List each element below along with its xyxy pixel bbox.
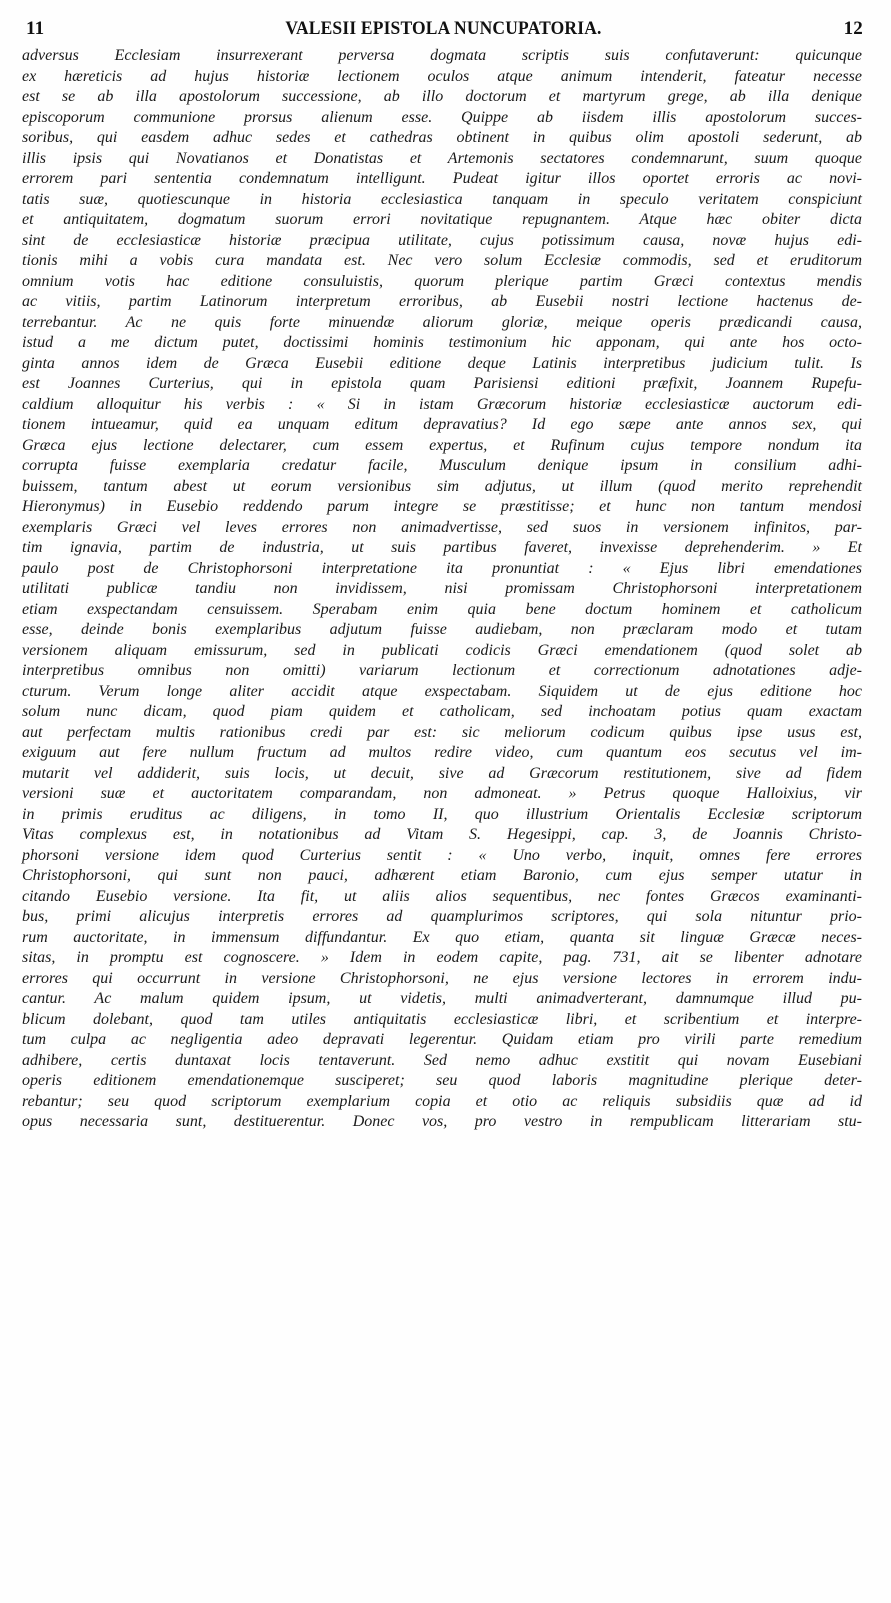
text-line: phorsoni versione idem quod Curterius sentit : « Uno verbo, inquit, omnes fere errores [22, 846, 862, 864]
text-line: soribus, qui easdem adhuc sedes et cathedras obtinent in quibus olim apostoli sederunt, ab [22, 129, 862, 146]
text-line: rebantur; seu quod scriptorum exemplarium copia et otio ac reliquis subsidiis quæ ad id [22, 1092, 862, 1110]
text-line: errores qui occurrunt in versione Christophorsoni, ne ejus versione lectores in errorem indu- [22, 969, 862, 987]
text-line: opus necessaria sunt, destituerentur. Donec vos, pro vestro in rempublicam litterariam stu- [22, 1113, 862, 1130]
text-line: terrebantur. Ac ne quis forte minuendæ aliorum gloriæ, meique operis prædicandi causa, [22, 313, 862, 331]
text-line: Hieronymus) in Eusebio reddendo parum integre se præstitisse; et hunc non tantum mendosi [22, 498, 862, 515]
text-line: corrupta fuisse exemplaria credatur facile, Musculum denique ipsum in consilium adhi- [22, 457, 862, 474]
text-line: buissem, tantum abest ut eorum versionibus sim adjutus, ut illum (quod merito reprehendit [22, 477, 862, 495]
text-line: tionem intueamur, quid ea unquam editum depravatius? Id ego sæpe ante annos sex, qui [22, 416, 862, 433]
text-line: rum auctoritate, in immensum diffundantur. Ex quo etiam, quanta sit linguæ Græcæ neces- [22, 928, 862, 946]
text-line: tatis suæ, quotiescunque in historia ecclesiastica tanquam in speculo veritatem conspiciunt [22, 190, 862, 208]
text-line: Christophorsoni, qui sunt non pauci, adhærent etiam Baronio, cum ejus semper utatur in [22, 867, 862, 884]
text-line: exiguum aut fere nullum fructum ad multos redire video, cum quantum eos secutus vel im- [22, 744, 862, 761]
text-line: esse, deinde bonis exemplaribus adjutum fuisse audiebam, non præclaram modo et tutam [22, 621, 862, 638]
text-line: est se ab illa apostolorum successione, ab illo doctorum et martyrum grege, ab illa denique [22, 88, 862, 105]
text-line: et antiquitatem, dogmatum suorum errori novitatique repugnantem. Atque hæc obiter dicta [22, 211, 862, 228]
text-line: sitas, in promptu est cognoscere. » Idem in eodem capite, pag. 731, ait se libenter adnotare [22, 949, 862, 966]
text-line: exemplaris Græci vel leves errores non animadvertisse, sed suos in versionem infinitos, par- [22, 518, 862, 536]
text-line: sint de ecclesiasticæ historiæ præcipua utilitate, cujus potissimum causa, novæ hujus edi- [22, 231, 862, 249]
text-line: in primis eruditus ac diligens, in tomo II, quo illustrium Orientalis Ecclesiæ scriptorum [22, 805, 862, 823]
text-line: versionem aliquam emissurum, sed in publicati codicis Græci emendationem (quod solet ab [22, 641, 862, 659]
text-line: interpretibus omnibus non omitti) variarum lectionum et correctionum adnotationes adje- [22, 662, 862, 679]
page-number-right: 12 [843, 18, 863, 39]
text-line: Græca ejus lectione delectarer, cum essem expertus, et Rufinum cujus tempore nondum ita [22, 436, 862, 454]
text-line: bus, primi alicujus interpretis errores ad quamplurimos scriptores, qui sola nituntur prio- [22, 908, 862, 925]
text-line: versioni suæ et auctoritatem comparandam, non admoneat. » Petrus quoque Halloixius, vir [22, 785, 862, 802]
text-line: illis ipsis qui Novatianos et Donatistas et Artemonis sectatores condemnarunt, suum quoque [22, 149, 862, 167]
text-line: caldium alloquitur his verbis : « Si in istam Græcorum historiæ ecclesiasticæ auctorum edi- [22, 395, 862, 413]
text-line: etiam exspectandam censuissem. Sperabam enim quia bene doctum hominem et catholicum [22, 600, 862, 618]
text-line: cturum. Verum longe aliter accidit atque exspectabam. Siquidem ut de ejus editione hoc [22, 682, 862, 700]
text-line: aut perfectam multis rationibus credi par est: sic meliorum codicum quibus ipse usus est, [22, 723, 862, 741]
text-line: tim ignavia, partim de industria, ut suis partibus faveret, invexisse deprehenderim. » Et [22, 539, 862, 556]
text-line: cantur. Ac malum quidem ipsum, ut videtis, multi animadverterant, damnumque illud pu- [22, 990, 862, 1007]
text-line: tum culpa ac negligentia adeo depravati legerentur. Quidam etiam pro virili parte remedium [22, 1031, 862, 1048]
text-line: ginta annos idem de Græca Eusebii editione deque Latinis interpretibus judicium tulit. Is [22, 354, 862, 372]
text-line: citando Eusebio versione. Ita fit, ut aliis alios sequentibus, nec fontes Græcos examinanti- [22, 887, 862, 905]
text-line: operis editionem emendationemque susciperet; seu quod laboris magnitudine plerique deter- [22, 1072, 862, 1089]
text-line: tionis mihi a vobis cura mandata est. Nec vero solum Ecclesiæ commodis, sed et eruditorum [22, 252, 862, 269]
text-line: istud a me dictum putet, doctissimi hominis testimonium hic apponam, qui ante hos octo- [22, 334, 862, 351]
text-line: adversus Ecclesiam insurrexerant perversa dogmata scriptis suis confutaverunt: quicunque [22, 47, 862, 64]
text-line: Vitas complexus est, in notationibus ad Vitam S. Hegesippi, cap. 3, de Joannis Christo- [22, 826, 862, 843]
text-line: utilitati publicæ tandiu non invidissem, nisi promissam Christophorsoni interpretationem [22, 580, 862, 597]
text-line: blicum dolebant, quod tam utiles antiquitatis ecclesiasticæ libri, et scribentium et interpre- [22, 1010, 862, 1028]
page-number-left: 11 [26, 18, 45, 39]
text-line: omnium votis hac editione consuluistis, quorum plerique partim Græci contextus mendis [22, 272, 862, 290]
text-line: ex hæreticis ad hujus historiæ lectionem oculos atque animum intenderit, fateatur necesse [22, 67, 862, 85]
text-line: mutarit vel addiderit, suis locis, ut decuit, sive ad Græcorum restitutionem, sive ad fidem [22, 764, 862, 782]
text-line: solum nunc dicam, quod piam quidem et catholicam, sed inchoatam potius quam exactam [22, 703, 862, 720]
text-line: episcoporum communione prorsus alienum esse. Quippe ab iisdem illis apostolorum succes- [22, 108, 862, 126]
text-line: ac vitiis, partim Latinorum interpretum erroribus, ab Eusebii nostri lectione hactenus de- [22, 293, 862, 310]
text-line: errorem pari sententia condemnatum intelligunt. Pudeat igitur illos oportet erroris ac novi- [22, 170, 862, 187]
running-head [24, 14, 863, 44]
text-line: est Joannes Curterius, qui in epistola quam Parisiensi editioni præfixit, Joannem Rupefu- [22, 375, 862, 392]
text-line: adhibere, certis duntaxat locis tentaverunt. Sed nemo adhuc exstitit qui novam Eusebiani [22, 1051, 862, 1069]
body-text [22, 46, 862, 1133]
running-title: VALESII EPISTOLA NUNCUPATORIA. [285, 18, 602, 39]
text-line: paulo post de Christophorsoni interpretatione ita pronuntiat : « Ejus libri emendationes [22, 559, 862, 577]
